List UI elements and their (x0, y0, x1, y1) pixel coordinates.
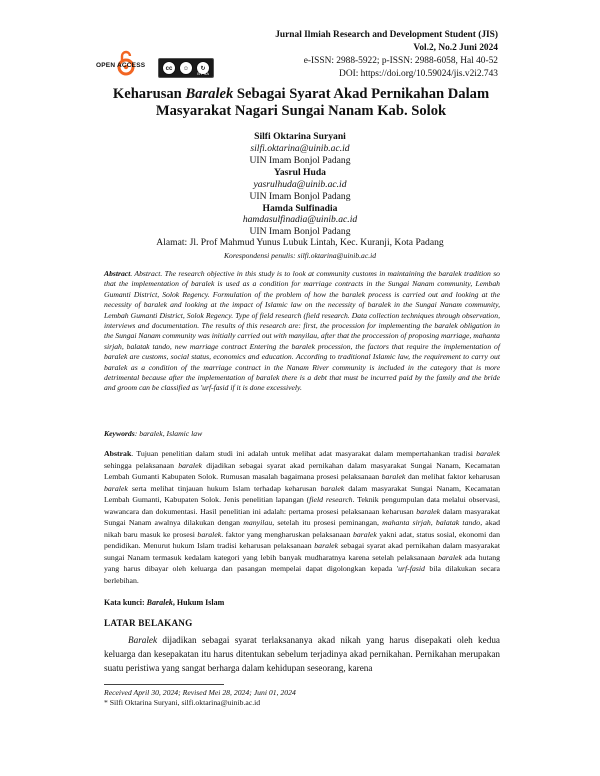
keywords-indonesian: Kata kunci: Baralek, Hukum Islam (104, 598, 225, 607)
author-institution: UIN Imam Bonjol Padang (249, 226, 351, 237)
section-heading: LATAR BELAKANG (104, 618, 193, 628)
abstract-segment: dalam masyarakat Sungai Nanam awalnya dilakukan dengan (104, 506, 500, 527)
author-institution: UIN Imam Bonjol Padang (249, 191, 351, 202)
italic-term: field research (309, 495, 353, 504)
cc-license-badge (158, 58, 214, 78)
italic-term: baralek (352, 529, 377, 539)
abstract-segment: dijadikan sebagai syarat akad pernikahan dalam masyarakat Sungai Nanam, Kecamatan Lembah Gumanti Kabupaten Solok. Rumusan masalah bagaimana prosesi pelaksanaan (104, 460, 500, 481)
abstract-segment: , setelah itu prosesi peminangan, (272, 518, 383, 527)
italic-term: manyilau (243, 518, 273, 527)
italic-term: baralek (381, 472, 406, 481)
journal-issn: e-ISSN: 2988-5922; p-ISSN: 2988-6058, Hal 40-52 (303, 56, 498, 66)
journal-volume: Vol.2, No.2 Juni 2024 (413, 43, 498, 53)
author-email[interactable]: yasrulhuda@uinib.ac.id (253, 179, 347, 190)
abstract-segment: yakni adat, status sosial, ekonomi dan pendidikan. Menurut hukum Islam tradisi keharusan pelaksanaan (104, 529, 500, 550)
abstract-segment: . Teknik pengumpulan data melalui observasi, wawancara dan dokumentasi. Hasil penelitian ini adalah: pertama prosesi pelaksanaan keharusan (104, 495, 500, 516)
abstract-segment: . faktor yang mengharuskan pelaksanaan (221, 529, 353, 539)
italic-term: mahanta sirjah, balatak tando (382, 518, 481, 527)
abstract-segment: bila dilakukan secara berlebihan. (104, 564, 500, 585)
italic-term: baralek (438, 552, 462, 562)
abstract-segment: sehingga pelaksanaan (104, 460, 179, 470)
body-paragraph: Baralek dijadikan sebagai syarat terlaksananya akad nikah yang harus disepakati oleh kedua keluarga dan kesepakatan itu harus ditentukan sebelum terjadinya akad pernikahan. Pernikahan merupakan suatu peristiwa yang sangat berharga dalam kehidupan seseorang, karena (104, 635, 500, 674)
italic-term: baralek (314, 541, 339, 550)
journal-name: Jurnal Ilmiah Research and Development Student (JIS) (275, 30, 498, 40)
corresponding-author-note: * Silfi Oktarina Suryani, silfi.oktarina@uinib.ac.id (104, 698, 261, 707)
author-email[interactable]: hamdasulfinadia@uinib.ac.id (242, 214, 358, 225)
italic-term: urf-fasid (398, 564, 425, 573)
author-address: Alamat: Jl. Prof Mahmud Yunus Lubuk Lintah, Kec. Kuranji, Kota Padang (156, 237, 444, 248)
abstract-segment: dalam masyarakat Sungai Nanam, Kecamatan Lembah Gumanti, Kabupaten Solok. Jenis penelitian lapangan ( (104, 483, 500, 504)
italic-term: baralek (104, 483, 128, 493)
paper-title: Keharusan Baralek Sebagai Syarat Akad Pernikahan Dalam Masyarakat Nagari Sungai Nanam Kab. Solok (112, 86, 490, 119)
author-name: Yasrul Huda (274, 167, 326, 178)
abstract-indonesian: Abstrak. Tujuan penelitian dalam studi ini adalah untuk melihat adat masyarakat dalam mempertahankan tradisi baralek sehingga pelaksanaan baralek dijadikan sebagai syarat akad pernikahan dalam masyarakat Sungai Nanam, Kecamatan Lembah Gumanti Kabupaten Solok. Rumusan masalah bagaimana prosesi pelaksanaan baralek dan melihat faktor keharusan baralek serta melihat tinjauan hukum Islam terhadap keharusan baralek dalam masyarakat Sungai Nanam, Kecamatan Lembah Gumanti, Kabupaten Solok. Jenis penelitian lapangan (field research. Teknik pengumpulan data melalui observasi, wawancara dan dokumentasi. Hasil penelitian ini adalah: pertama prosesi pelaksanaan keharusan baralek dalam masyarakat Sungai Nanam awalnya dilakukan dengan manyilau, setelah itu prosesi peminangan, mahanta sirjah, balatak tando, akad nikah baru masuk ke prosesi baralek. faktor yang mengharuskan pelaksanaan baralek yakni adat, status sosial, ekonomi dan pendidikan. Menurut hukum Islam tradisi keharusan pelaksanaan baralek sebagai syarat akad pernikahan dalam masyarakat sungai Nanam termasuk kedalam kategori yang lebih banyak mudharatnya karena setelah pelaksanaan baralek ada hutang yang harus dibayar oleh keluarga dan pasangan mempelai dapat digolongkan kepada 'urf-fasid bila dilakukan secara berlebihan. (104, 449, 501, 585)
cc-icon: cc (162, 61, 176, 75)
author-email[interactable]: silfi.oktarina@uinib.ac.id (250, 143, 350, 154)
correspondence-email: Korespondensi penulis: silfi.oktarina@uinib.ac.id (223, 251, 377, 260)
author-name: Hamda Sulfinadia (262, 203, 338, 214)
italic-term: baralek (416, 506, 441, 516)
keywords-english: Keywords: baralek, Islamic law (104, 429, 203, 438)
by-icon: ☺ (179, 61, 193, 75)
license-text: BY SA (197, 71, 209, 76)
author-name: Silfi Oktarina Suryani (254, 131, 346, 142)
italic-term: baralek (178, 460, 203, 470)
author-institution: UIN Imam Bonjol Padang (249, 155, 351, 166)
abstract-segment: serta melihat tinjauan hukum Islam terhadap keharusan (127, 483, 321, 493)
abstract-segment: ada hutang yang harus dibayar oleh keluarga dan pasangan mempelai dapat digolongkan kepada ' (104, 552, 500, 573)
abstract-segment: , akad nikah baru masuk ke prosesi (104, 518, 501, 539)
sa-icon: ↻ (196, 61, 210, 75)
italic-term: baralek (197, 529, 222, 539)
journal-doi-link[interactable]: DOI: https://doi.org/10.59024/jis.v2i2.743 (339, 69, 498, 79)
abstract-segment: sebagai syarat akad pernikahan dalam masyarakat sungai Nanam termasuk kedalam kategori yang lebih banyak mudharatnya karena setelah pelaksanaan (104, 541, 500, 562)
abstract-english: Abstract. Abstract. The research objective in this study is to look at community customs in maintaining the baralek tradition so that the implementation of baralek is used as a condition for marriage contracts in the Sungai Nanam community, Lembah Gumanti District, Solok Regency. Formulation of the problem of how the baralek process is carried out and looking at the necessity of baralek and looking at the impact of Islamic law on the necessity of baralek in the Sungai Nanam community, Lembah Gumanti District, Solok Regency. Type of field research (field research. Data collection techniques through observation, interviews and documentation. The results of this research are: first, the procession for implementing the baralek obligation in the Sungai Nanam community was initially carried out with manyilau, after that the proccession of proposing marriage, mahanta sirjah, balatak tando, new marriage contract Entering the baralek procession, the factors that require the implementation of baralek are customs, social status, economics and education. According to traditional Islamic law, the requirement to carry out baralek as a condition of the marriage contract in the Nanam River community is included in the category that is more detrimental because after the implementation of baralek there is a debt that must be incurred paid by the family and the bride and groom can be classified as 'urf-fasid if it is done excessively. (104, 269, 500, 393)
open-access-label: OPEN ACCESS (96, 62, 146, 69)
abstract-segment: dan melihat faktor keharusan (405, 472, 500, 481)
header-logos (96, 50, 246, 86)
abstract-segment: . Tujuan penelitian dalam studi ini adalah untuk melihat adat masyarakat dalam mempertahankan tradisi (131, 449, 477, 458)
footnote-divider (104, 684, 224, 685)
received-dates: Received April 30, 2024; Revised Mei 28, 2024; Juni 01, 2024 (104, 688, 296, 697)
italic-term: baralek (476, 449, 500, 458)
italic-term: baralek (320, 483, 345, 493)
